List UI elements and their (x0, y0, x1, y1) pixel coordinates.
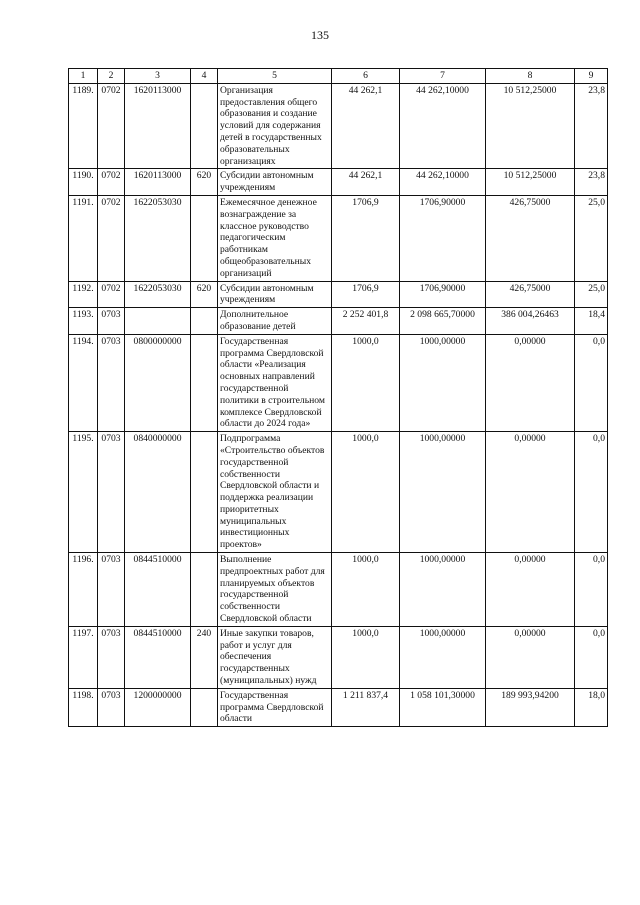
planned-amount: 1706,9 (332, 281, 400, 308)
execution-percent: 23,8 (575, 169, 608, 196)
column-header: 1 (69, 69, 98, 84)
section-code: 0702 (98, 195, 125, 281)
planned-amount: 1 211 837,4 (332, 688, 400, 726)
executed-amount: 189 993,94200 (486, 688, 575, 726)
target-article-code: 0800000000 (125, 334, 191, 431)
planned-amount: 2 252 401,8 (332, 308, 400, 335)
table-row (69, 195, 608, 281)
column-header: 6 (332, 69, 400, 84)
item-name: Субсидии автономным учреждениям (218, 281, 332, 308)
approved-amount: 1706,90000 (400, 281, 486, 308)
row-number: 1196. (69, 553, 98, 627)
item-name: Организация предоставления общего образования и создание условий для содержания детей в государственных образовательных организациях (218, 83, 332, 169)
header-row (69, 69, 608, 84)
executed-amount: 0,00000 (486, 553, 575, 627)
column-header: 4 (191, 69, 218, 84)
column-header: 3 (125, 69, 191, 84)
approved-amount: 1706,90000 (400, 195, 486, 281)
approved-amount: 1000,00000 (400, 334, 486, 431)
section-code: 0703 (98, 308, 125, 335)
target-article-code: 1622053030 (125, 195, 191, 281)
planned-amount: 44 262,1 (332, 169, 400, 196)
column-header: 8 (486, 69, 575, 84)
target-article-code: 0844510000 (125, 553, 191, 627)
execution-percent: 0,0 (575, 432, 608, 553)
execution-percent: 25,0 (575, 281, 608, 308)
expense-type-code (191, 195, 218, 281)
expense-type-code (191, 334, 218, 431)
row-number: 1193. (69, 308, 98, 335)
approved-amount: 1000,00000 (400, 553, 486, 627)
table-row (69, 553, 608, 627)
item-name: Государственная программа Свердловской области «Реализация основных направлений государственной политики в строительном комплексе Свердловской области до 2024 года» (218, 334, 332, 431)
section-code: 0703 (98, 432, 125, 553)
column-header: 9 (575, 69, 608, 84)
section-code: 0703 (98, 334, 125, 431)
row-number: 1197. (69, 626, 98, 688)
table-row (69, 281, 608, 308)
approved-amount: 44 262,10000 (400, 169, 486, 196)
target-article-code (125, 308, 191, 335)
executed-amount: 426,75000 (486, 195, 575, 281)
row-number: 1191. (69, 195, 98, 281)
executed-amount: 0,00000 (486, 432, 575, 553)
table-row (69, 83, 608, 169)
table-row (69, 626, 608, 688)
execution-percent: 0,0 (575, 553, 608, 627)
planned-amount: 1000,0 (332, 553, 400, 627)
approved-amount: 1 058 101,30000 (400, 688, 486, 726)
section-code: 0703 (98, 626, 125, 688)
target-article-code: 0844510000 (125, 626, 191, 688)
approved-amount: 44 262,10000 (400, 83, 486, 169)
execution-percent: 0,0 (575, 626, 608, 688)
target-article-code: 1620113000 (125, 83, 191, 169)
execution-percent: 18,0 (575, 688, 608, 726)
budget-table (68, 68, 608, 727)
approved-amount: 1000,00000 (400, 626, 486, 688)
table-row (69, 334, 608, 431)
target-article-code: 1620113000 (125, 169, 191, 196)
item-name: Подпрограмма «Строительство объектов государственной собственности Свердловской области и поддержка реализации приоритетных муниципальных инвестиционных проектов» (218, 432, 332, 553)
execution-percent: 0,0 (575, 334, 608, 431)
execution-percent: 25,0 (575, 195, 608, 281)
row-number: 1192. (69, 281, 98, 308)
table-row (69, 432, 608, 553)
approved-amount: 1000,00000 (400, 432, 486, 553)
expense-type-code (191, 432, 218, 553)
planned-amount: 44 262,1 (332, 83, 400, 169)
row-number: 1190. (69, 169, 98, 196)
item-name: Ежемесячное денежное вознаграждение за классное руководство педагогическим работникам общеобразовательных организаций (218, 195, 332, 281)
expense-type-code: 620 (191, 169, 218, 196)
item-name: Субсидии автономным учреждениям (218, 169, 332, 196)
row-number: 1189. (69, 83, 98, 169)
item-name: Иные закупки товаров, работ и услуг для обеспечения государственных (муниципальных) нужд (218, 626, 332, 688)
row-number: 1195. (69, 432, 98, 553)
planned-amount: 1000,0 (332, 432, 400, 553)
table-row (69, 308, 608, 335)
expense-type-code (191, 83, 218, 169)
expense-type-code: 620 (191, 281, 218, 308)
column-header: 5 (218, 69, 332, 84)
planned-amount: 1706,9 (332, 195, 400, 281)
item-name: Дополнительное образование детей (218, 308, 332, 335)
executed-amount: 0,00000 (486, 334, 575, 431)
column-header: 2 (98, 69, 125, 84)
section-code: 0703 (98, 688, 125, 726)
section-code: 0702 (98, 169, 125, 196)
item-name: Выполнение предпроектных работ для планируемых объектов государственной собственности Свердловской области (218, 553, 332, 627)
section-code: 0702 (98, 83, 125, 169)
column-header: 7 (400, 69, 486, 84)
executed-amount: 426,75000 (486, 281, 575, 308)
planned-amount: 1000,0 (332, 334, 400, 431)
table-row (69, 688, 608, 726)
approved-amount: 2 098 665,70000 (400, 308, 486, 335)
target-article-code: 1622053030 (125, 281, 191, 308)
expense-type-code: 240 (191, 626, 218, 688)
section-code: 0703 (98, 553, 125, 627)
target-article-code: 1200000000 (125, 688, 191, 726)
row-number: 1198. (69, 688, 98, 726)
expense-type-code (191, 688, 218, 726)
expense-type-code (191, 553, 218, 627)
page-number: 135 (311, 28, 329, 42)
execution-percent: 23,8 (575, 83, 608, 169)
executed-amount: 0,00000 (486, 626, 575, 688)
executed-amount: 10 512,25000 (486, 83, 575, 169)
executed-amount: 10 512,25000 (486, 169, 575, 196)
item-name: Государственная программа Свердловской области (218, 688, 332, 726)
planned-amount: 1000,0 (332, 626, 400, 688)
executed-amount: 386 004,26463 (486, 308, 575, 335)
expense-type-code (191, 308, 218, 335)
execution-percent: 18,4 (575, 308, 608, 335)
table-row (69, 169, 608, 196)
section-code: 0702 (98, 281, 125, 308)
target-article-code: 0840000000 (125, 432, 191, 553)
row-number: 1194. (69, 334, 98, 431)
